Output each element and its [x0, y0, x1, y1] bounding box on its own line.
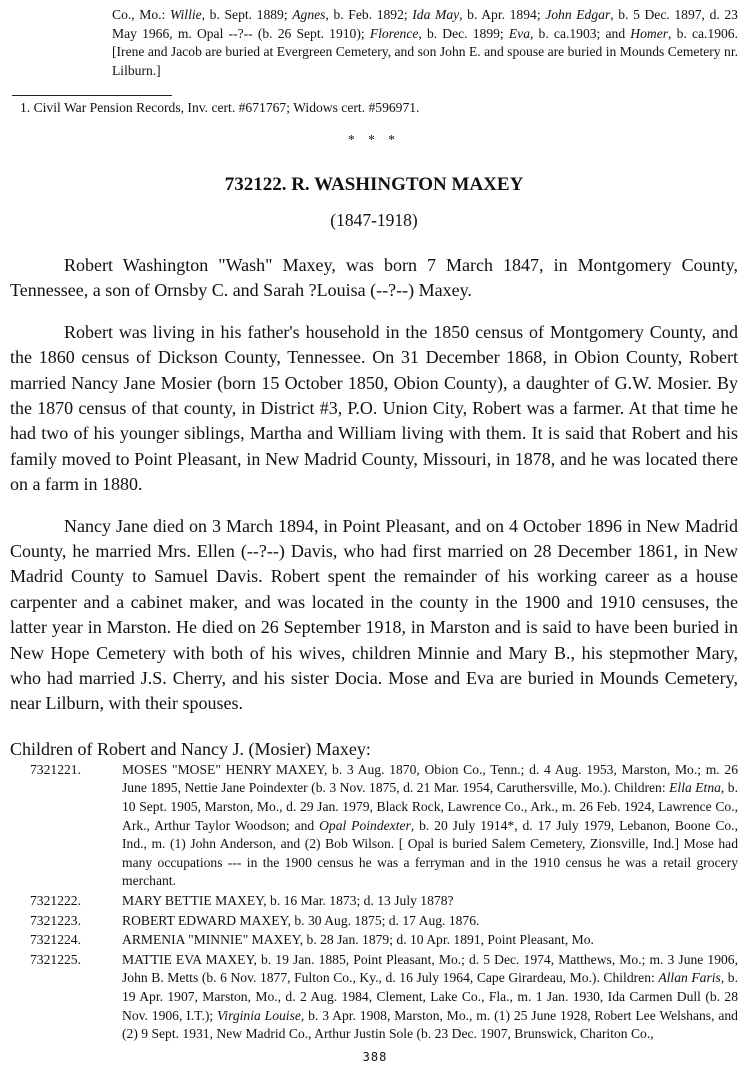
child-number: 7321221.: [30, 761, 81, 777]
child-entry: [10, 931, 738, 950]
italic-name: Ida May: [412, 7, 460, 22]
italic-name: Eva: [508, 25, 530, 41]
text-run: MATTIE EVA MAXEY, b. 19 Jan. 1885, Point Pleasant, Mo.; d. 5 Dec. 1974, Matthews, Mo.; m. 3 June 1906, John B. Metts (b. 6 Nov. 1877, Fulton Co., Ky., d. 16 July 1964, Cape Girardeau, Mo.). Children:: [122, 951, 738, 986]
child-number: 7321223.: [30, 912, 81, 928]
biography-paragraph-1: Robert Washington "Wash" Maxey, was born 7 March 1847, in Montgomery County, Tennessee, a son of Ornsby C. and Sarah ?Louisa (--?--) Maxey.: [10, 254, 738, 301]
text-run: Co., Mo.:: [112, 7, 170, 22]
children-heading: Children of Robert and Nancy J. (Mosier) Maxey:: [10, 738, 371, 759]
text-run: MARY BETTIE MAXEY, b. 16 Mar. 1873; d. 13 July 1878?: [122, 893, 454, 909]
text-run: MOSES "MOSE" HENRY MAXEY, b. 3 Aug. 1870, Obion Co., Tenn.; d. 4 Aug. 1953, Marston, Mo.; m. 26 June 1895, Nettie Jane Poindexter (b. 3 Nov. 1875, d. 21 Mar. 1954, Caruthersville, Mo.). Children:: [122, 761, 738, 796]
text-run: , b. ca.1906. [Irene and Jacob are buried at Evergreen Cemetery, and son John E. and spouse are buried in Mounds Cemetery nr. Lilburn.]: [112, 25, 739, 78]
section-separator: * * *: [348, 131, 400, 147]
biography-paragraph-2: Robert was living in his father's household in the 1850 census of Montgomery County, and the 1860 census of Dickson County, Tennessee. On 31 December 1868, in Obion County, Robert married Nancy Jane Mosier (born 15 October 1850, Obion County), a daughter of G.W. Mosier. By the 1870 census of that county, in District #3, P.O. Union City, Robert was a farmer. At that time he had two of his younger siblings, Martha and William living with them. It is said that Robert and his family moved to Point Pleasant, in New Madrid County, Missouri, in 1878, and he was located there on a farm in 1880.: [10, 321, 738, 495]
child-number: 7321222.: [30, 893, 81, 909]
text-run: , b. 3 Apr. 1908, Marston, Mo., m. (1) 25 June 1928, Robert Lee Welshans, and (2) 9 Sept. 1931, New Madrid Co., Arthur Justin Sole (b. 23 Dec. 1907, Brunswick, Chariton Co.,: [122, 1007, 738, 1042]
child-entry: [10, 892, 738, 911]
text-run: , b. Dec. 1899;: [418, 25, 509, 41]
italic-name: Ella Etna: [669, 780, 721, 796]
child-number: 7321225.: [30, 951, 81, 967]
italic-name: John Edgar: [545, 7, 611, 22]
text-run: , b. Feb. 1892;: [325, 7, 413, 22]
child-text: [115, 931, 738, 950]
text-run: , b. ca.1903; and: [530, 25, 631, 41]
italic-name: Allan Faris: [658, 970, 721, 986]
italic-name: Willie: [169, 7, 202, 22]
text-run: , b. Apr. 1894;: [459, 7, 546, 22]
child-text: [115, 912, 738, 931]
footnote: 1. Civil War Pension Records, Inv. cert. #671767; Widows cert. #596971.: [20, 100, 420, 116]
text-run: , b. 19 Apr. 1907, Marston, Mo., d. 2 Aug. 1984, Clement, Lake Co., Fla., m. 1 Jan. 1930, Ida Carmen Dull (b. 28 Nov. 1906, I.T.);: [122, 970, 738, 1023]
text-run: , b. 10 Sept. 1905, Marston, Mo., d. 29 Jan. 1979, Black Rock, Lawrence Co., Ark., m. 26 Feb. 1924, Lawrence Co., Ark., Arthur Taylor Woodson; and: [122, 780, 738, 833]
child-entry: [10, 951, 738, 1044]
footnote-rule: [12, 95, 172, 96]
text-run: ARMENIA "MINNIE" MAXEY, b. 28 Jan. 1879; d. 10 Apr. 1891, Point Pleasant, Mo.: [122, 932, 594, 948]
text-run: ROBERT EDWARD MAXEY, b. 30 Aug. 1875; d. 17 Aug. 1876.: [122, 912, 480, 928]
italic-name: Virginia Louise: [217, 1007, 301, 1023]
child-text: [115, 951, 738, 1044]
italic-name: Agnes: [292, 7, 326, 22]
child-entry: [10, 761, 738, 891]
children-list: [10, 761, 738, 1044]
child-number: 7321224.: [30, 932, 81, 948]
child-text: [115, 892, 738, 911]
italic-name: Florence: [369, 25, 419, 41]
biography-paragraph-3: Nancy Jane died on 3 March 1894, in Point Pleasant, and on 4 October 1896 in New Madrid County, he married Mrs. Ellen (--?--) Davis, who had first married on 28 December 1861, in New Madrid County to Samuel Davis. Robert spent the remainder of his working career as a house carpenter and a cabinet maker, and was located in the county in the 1900 and 1910 censuses, the latter year in Marston. He died on 26 September 1918, in Marston and is said to have been buried in New Hope Cemetery with both of his wives, children Minnie and Mary B., his stepmother Mary, who had married J.S. Cherry, and his sister Docia. Mose and Eva are buried in Mounds Cemetery, near Lilburn, with their spouses.: [10, 515, 738, 714]
child-text: [115, 761, 738, 891]
text-run: , b. 20 July 1914*, d. 17 July 1979, Lebanon, Boone Co., Ind., m. (1) John Anderson, and (2) Bob Wilson. [ Opal is buried Salem Cemetery, Zionsville, Ind.] Mose had many occupations --- in the 1900 census he was a ferryman and in the 1910 census he was a retail grocery merchant.: [122, 817, 738, 889]
life-dates: (1847-1918): [330, 209, 418, 230]
text-run: , b. Sept. 1889;: [201, 7, 293, 22]
text-run: , b. 5 Dec. 1897, d. 23 May 1966, m. Opal --?-- (b. 26 Sept. 1910);: [112, 7, 738, 41]
page-number: 388: [362, 1050, 388, 1064]
section-title: 732122. R. WASHINGTON MAXEY: [224, 173, 524, 195]
italic-name: Homer: [630, 25, 669, 41]
continuation-paragraph: [112, 6, 738, 80]
child-entry: [10, 912, 738, 931]
italic-name: Opal Poindexter: [319, 817, 411, 833]
